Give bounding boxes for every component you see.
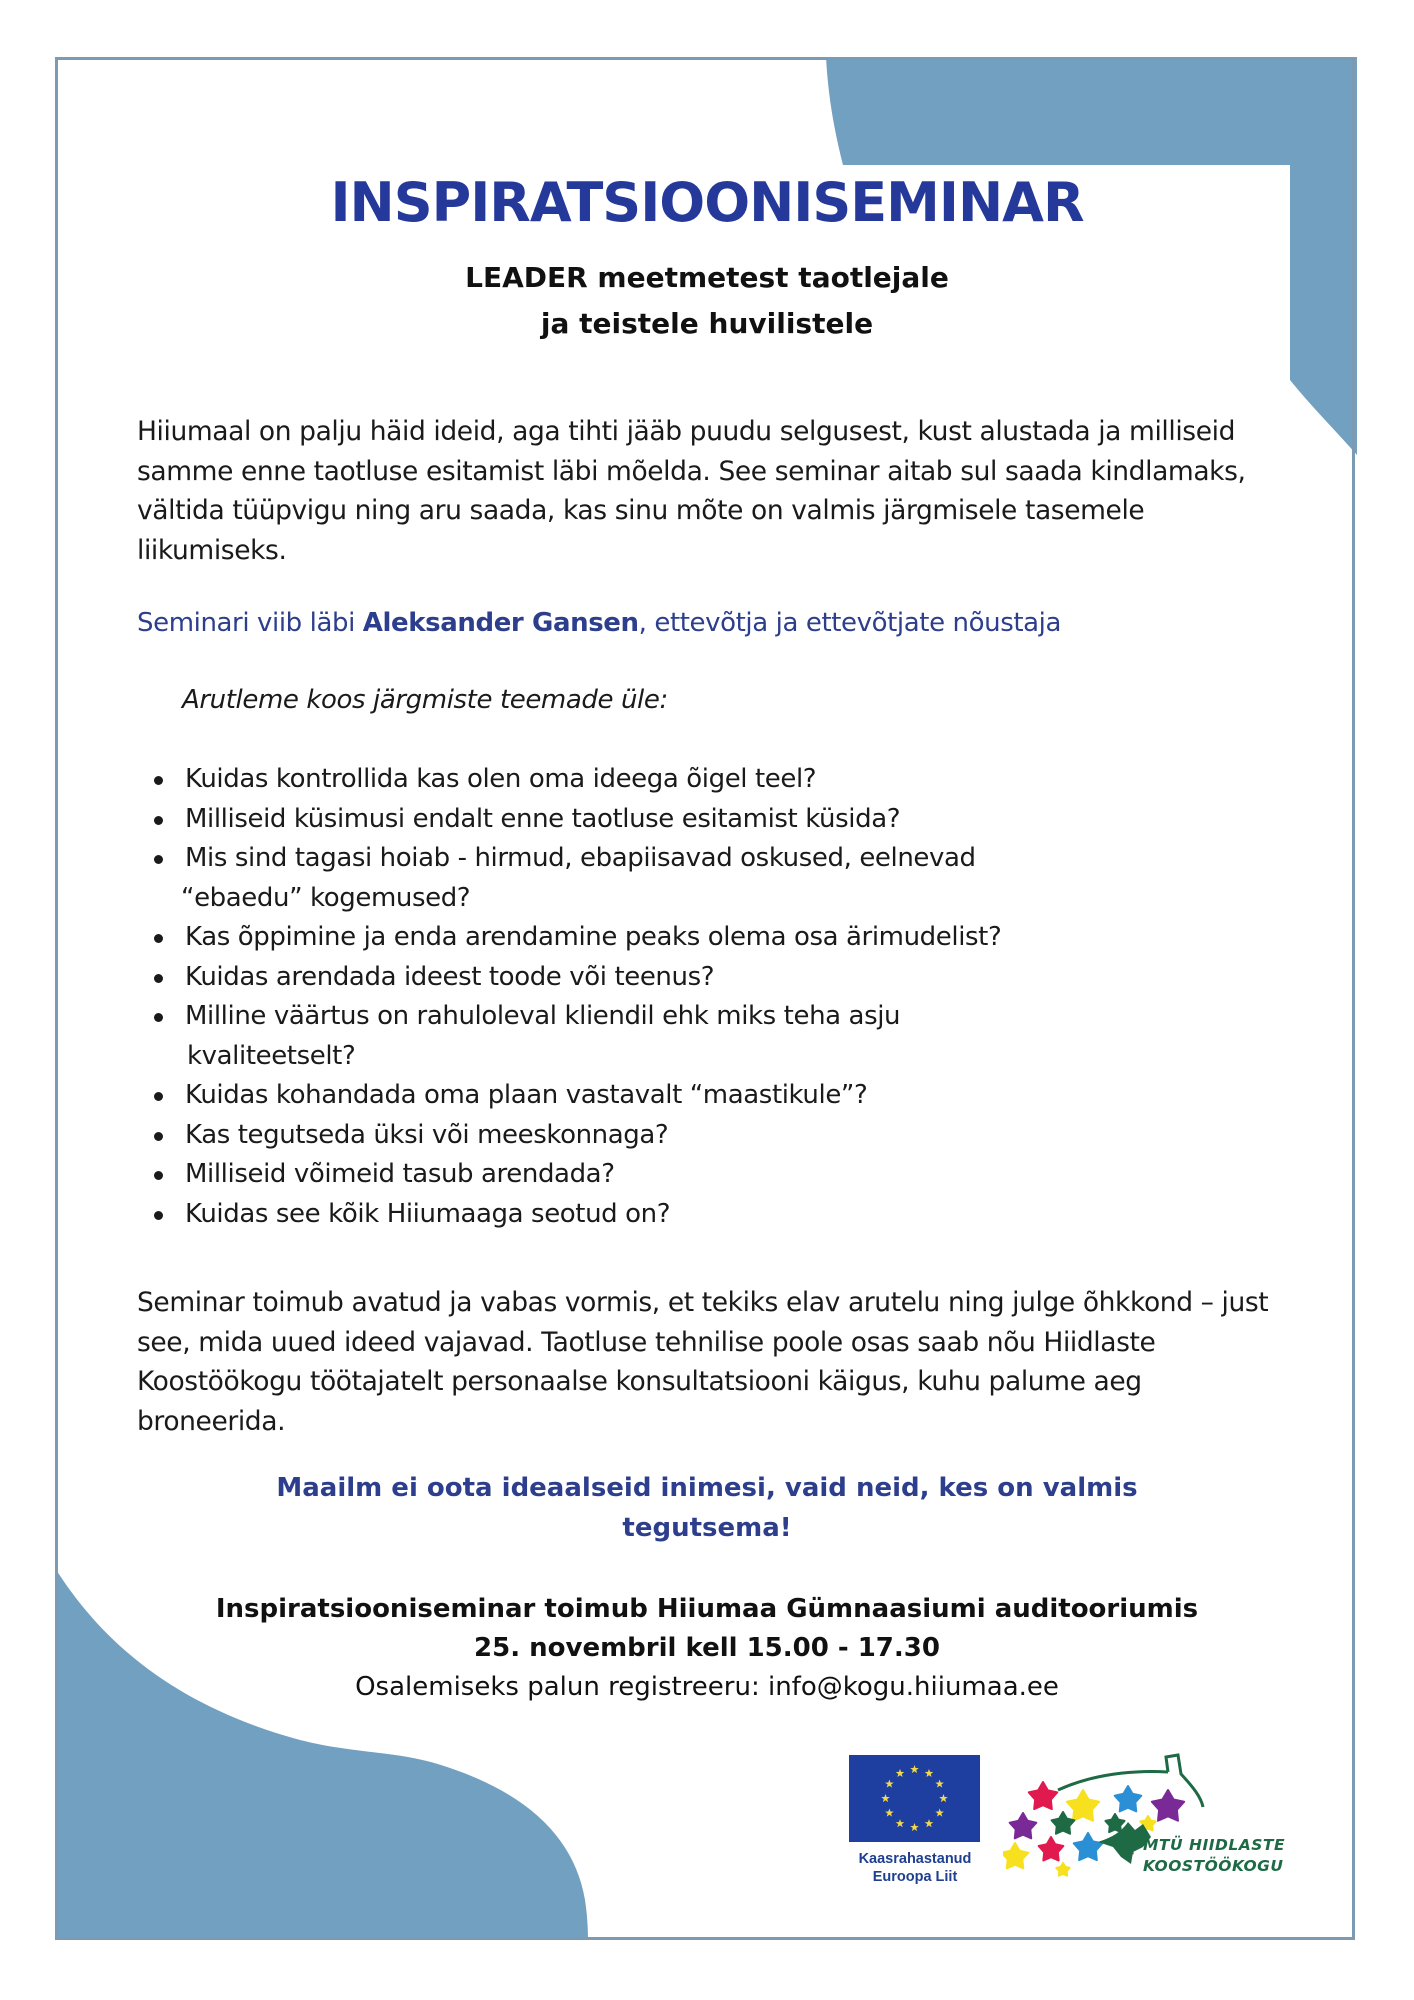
intro-line: liikumiseks. bbox=[137, 534, 287, 566]
flower-icon bbox=[1067, 1790, 1099, 1821]
quote-line-1: Maailm ei oota ideaalseid inimesi, vaid neid, kes on valmis bbox=[276, 1473, 1138, 1503]
hk-text-line-1: MTÜ HIIDLASTE bbox=[1143, 1836, 1286, 1854]
flower-icon bbox=[1074, 1833, 1103, 1860]
topic-item bbox=[137, 1195, 1137, 1235]
format-line: see, mida uued ideed vajavad. Taotluse tehnilise poole osas saab nõu Hiidlaste bbox=[137, 1326, 1156, 1358]
topic-item bbox=[137, 1116, 1137, 1156]
intro-line: vältida tüüpvigu ning aru saada, kas sinu mõte on valmis järgmisele tasemele bbox=[137, 495, 1145, 526]
hiidlaste-logo-text bbox=[1143, 1835, 1285, 1877]
page-subtitle bbox=[0, 255, 1414, 347]
logo-arc bbox=[1058, 1772, 1168, 1790]
bullet-icon bbox=[154, 855, 163, 864]
topic-item bbox=[137, 997, 1137, 1076]
bullet-icon bbox=[154, 974, 163, 983]
eu-caption-line-1: Kaasrahastanud bbox=[858, 1851, 972, 1867]
intro-paragraph bbox=[137, 412, 1287, 570]
bullet-icon bbox=[154, 1211, 163, 1220]
topic-text: Milliseid võimeid tasub arendada? bbox=[185, 1159, 615, 1189]
motivational-quote bbox=[0, 1468, 1414, 1548]
intro-line: samme enne taotluse esitamist läbi mõelda. See seminar aitab sul saada kindlamaks, bbox=[137, 455, 1246, 487]
event-datetime: 25. novembril kell 15.00 - 17.30 bbox=[474, 1633, 940, 1663]
topic-text: Kas tegutseda üksi või meeskonnaga? bbox=[185, 1119, 669, 1150]
topic-text: Milliseid küsimusi endalt enne taotluse esitamist küsida? bbox=[185, 803, 901, 834]
format-paragraph bbox=[137, 1283, 1287, 1441]
flower-icon bbox=[1115, 1786, 1142, 1811]
presenter-prefix: Seminari viib läbi bbox=[137, 608, 363, 638]
bullet-icon bbox=[154, 934, 163, 943]
format-line: Koostöökogu töötajatelt personaalse konsultatsiooni käigus, kuhu palume aeg bbox=[137, 1366, 1142, 1397]
hk-text-line-2: KOOSTÖÖKOGU bbox=[1143, 1857, 1284, 1875]
topic-item bbox=[137, 760, 1137, 800]
eu-flag-icon bbox=[849, 1755, 980, 1842]
topic-item bbox=[137, 1076, 1137, 1116]
flower-icon bbox=[1052, 1812, 1075, 1834]
flower-icon bbox=[1010, 1813, 1037, 1838]
flower-icon bbox=[1029, 1782, 1058, 1809]
registration-label: Osalemiseks palun registreeru: bbox=[355, 1672, 768, 1702]
format-line: broneerida. bbox=[137, 1405, 286, 1437]
quote-line-2: tegutsema! bbox=[622, 1513, 792, 1543]
bullet-icon bbox=[154, 816, 163, 825]
flower-icon bbox=[1056, 1863, 1069, 1876]
format-line: Seminar toimub avatud ja vabas vormis, et tekiks elav arutelu ning julge õhkkond – just bbox=[137, 1287, 1269, 1318]
subtitle-line-1: LEADER meetmetest taotlejale bbox=[465, 261, 949, 294]
presenter-name: Aleksander Gansen bbox=[362, 608, 639, 638]
page-title: INSPIRATSIOONISEMINAR bbox=[330, 171, 1084, 234]
topics-intro: Arutleme koos järgmiste teemade üle: bbox=[182, 685, 668, 715]
flower-icon bbox=[1152, 1790, 1184, 1821]
registration-line bbox=[0, 1668, 1414, 1707]
presenter-role: , ettevõtja ja ettevõtjate nõustaja bbox=[638, 608, 1062, 638]
topic-item bbox=[137, 800, 1137, 840]
bullet-icon bbox=[154, 776, 163, 785]
topic-text: Kas õppimine ja enda arendamine peaks olema osa ärimudelist? bbox=[185, 922, 1002, 952]
topic-text: Mis sind tagasi hoiab - hirmud, ebapiisavad oskused, eelnevad bbox=[185, 843, 976, 873]
bullet-icon bbox=[154, 1171, 163, 1180]
topic-text: Kuidas arendada ideest toode või teenus? bbox=[185, 961, 715, 992]
intro-line: Hiiumaal on palju häid ideid, aga tihti jääb puudu selgusest, kust alustada ja milliseid bbox=[137, 416, 1235, 447]
registration-email-link[interactable]: info@kogu.hiiumaa.ee bbox=[767, 1672, 1059, 1702]
eu-caption-line-2: Euroopa Liit bbox=[872, 1869, 958, 1885]
topics-list bbox=[137, 760, 1137, 1234]
topic-text-continued: kvaliteetselt? bbox=[187, 1040, 356, 1071]
topic-item bbox=[137, 839, 1137, 918]
flower-icon bbox=[1105, 1814, 1124, 1832]
topic-item bbox=[137, 1155, 1137, 1195]
topic-text: Kuidas kohandada oma plaan vastavalt “maastikule”? bbox=[185, 1080, 868, 1110]
presenter-line bbox=[137, 608, 1061, 638]
bullet-icon bbox=[154, 1013, 163, 1022]
topic-text: Kuidas kontrollida kas olen oma ideega õigel teel? bbox=[185, 764, 817, 794]
topic-item bbox=[137, 958, 1137, 998]
event-location: Inspiratsiooniseminar toimub Hiiumaa Gümnaasiumi auditooriumis bbox=[215, 1594, 1199, 1624]
subtitle-line-2: ja teistele huvilistele bbox=[540, 307, 874, 340]
topic-item bbox=[137, 918, 1137, 958]
bullet-icon bbox=[154, 1092, 163, 1101]
topic-text: Milline väärtus on rahuloleval kliendil ehk miks teha asju bbox=[185, 1001, 901, 1031]
flower-icon bbox=[1003, 1843, 1028, 1868]
event-details bbox=[0, 1590, 1414, 1707]
flower-icon bbox=[1039, 1837, 1064, 1861]
topic-text-continued: “ebaedu” kogemused? bbox=[181, 882, 471, 913]
eu-caption bbox=[830, 1850, 1000, 1886]
topic-text: Kuidas see kõik Hiiumaaga seotud on? bbox=[185, 1198, 671, 1229]
bullet-icon bbox=[154, 1132, 163, 1141]
